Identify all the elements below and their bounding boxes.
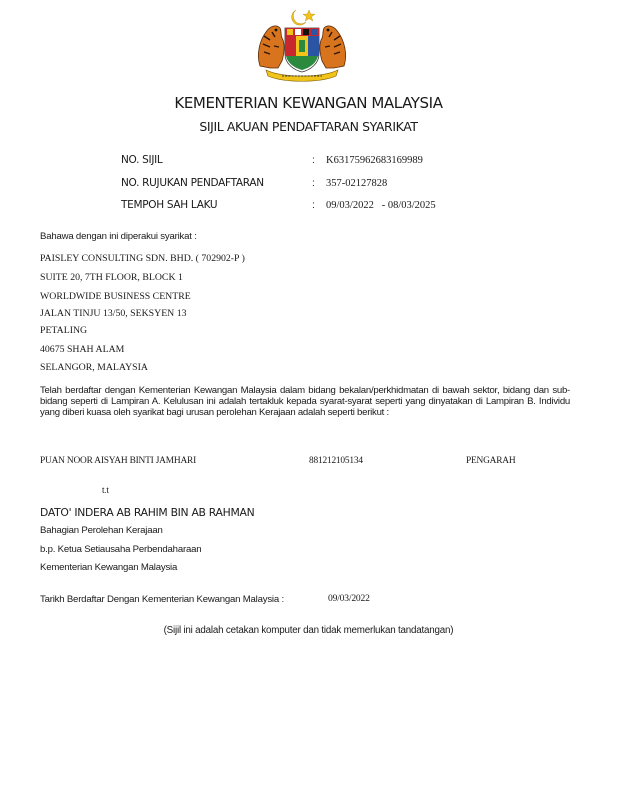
- address-line: PETALING: [40, 325, 88, 336]
- signatory-ministry: Kementerian Kewangan Malaysia: [40, 562, 178, 573]
- address-line: SUITE 20, 7TH FLOOR, BLOCK 1: [40, 272, 183, 283]
- signatory-name: DATO' INDERA AB RAHIM BIN AB RAHMAN: [40, 506, 255, 519]
- authorized-person-position: PENGARAH: [466, 456, 516, 466]
- ministry-title: KEMENTERIAN KEWANGAN MALAYSIA: [174, 94, 443, 112]
- address-line: JALAN TINJU 13/50, SEKSYEN 13: [40, 308, 187, 319]
- certificate-number-value: K63175962683169989: [326, 155, 423, 166]
- authorized-person-id: 881212105134: [309, 456, 363, 466]
- signatory-division: Bahagian Perolehan Kerajaan: [40, 525, 163, 536]
- signature-mark: t.t: [102, 485, 109, 495]
- authorized-person-name: PUAN NOOR AISYAH BINTI JAMHARI: [40, 456, 196, 466]
- registration-statement: Telah berdaftar dengan Kementerian Kewangan Malaysia dalam bidang bekalan/perkhidmatan di bawah sektor, bidang dan sub-bidang seperti di Lampiran A. Kelulusan ini adalah tertakluk kepada syarat-syarat seperti yang dinyatakan di Lampiran B. Individu yang diberi kuasa oleh syarikat bagi urusan perolehan Kerajaan adalah seperti berikut :: [40, 385, 570, 418]
- address-line: WORLDWIDE BUSINESS CENTRE: [40, 291, 191, 302]
- validity-period-colon: :: [312, 199, 315, 211]
- coat-of-arms-emblem: [252, 6, 352, 82]
- signatory-role: b.p. Ketua Setiausaha Perbendaharaan: [40, 544, 202, 555]
- registration-reference-value: 357-02127828: [326, 178, 388, 189]
- validity-period-label: TEMPOH SAH LAKU: [121, 199, 218, 211]
- certificate-title: SIJIL AKUAN PENDAFTARAN SYARIKAT: [199, 119, 418, 134]
- validity-period-value: 09/03/2022 - 08/03/2025: [326, 200, 436, 211]
- company-name: PAISLEY CONSULTING SDN. BHD. ( 702902-P ): [40, 253, 245, 264]
- intro-text: Bahawa dengan ini diperakui syarikat :: [40, 231, 197, 242]
- certificate-number-label: NO. SIJIL: [121, 154, 163, 166]
- registration-reference-label: NO. RUJUKAN PENDAFTARAN: [121, 177, 264, 189]
- computer-generated-note: (Sijil ini adalah cetakan komputer dan tidak memerlukan tandatangan): [163, 625, 454, 636]
- address-line: SELANGOR, MALAYSIA: [40, 362, 148, 373]
- registration-date-label: Tarikh Berdaftar Dengan Kementerian Kewangan Malaysia :: [40, 594, 284, 605]
- registration-date-value: 09/03/2022: [328, 593, 370, 604]
- address-line: 40675 SHAH ALAM: [40, 344, 125, 355]
- certificate-number-colon: :: [312, 154, 315, 166]
- registration-reference-colon: :: [312, 177, 315, 189]
